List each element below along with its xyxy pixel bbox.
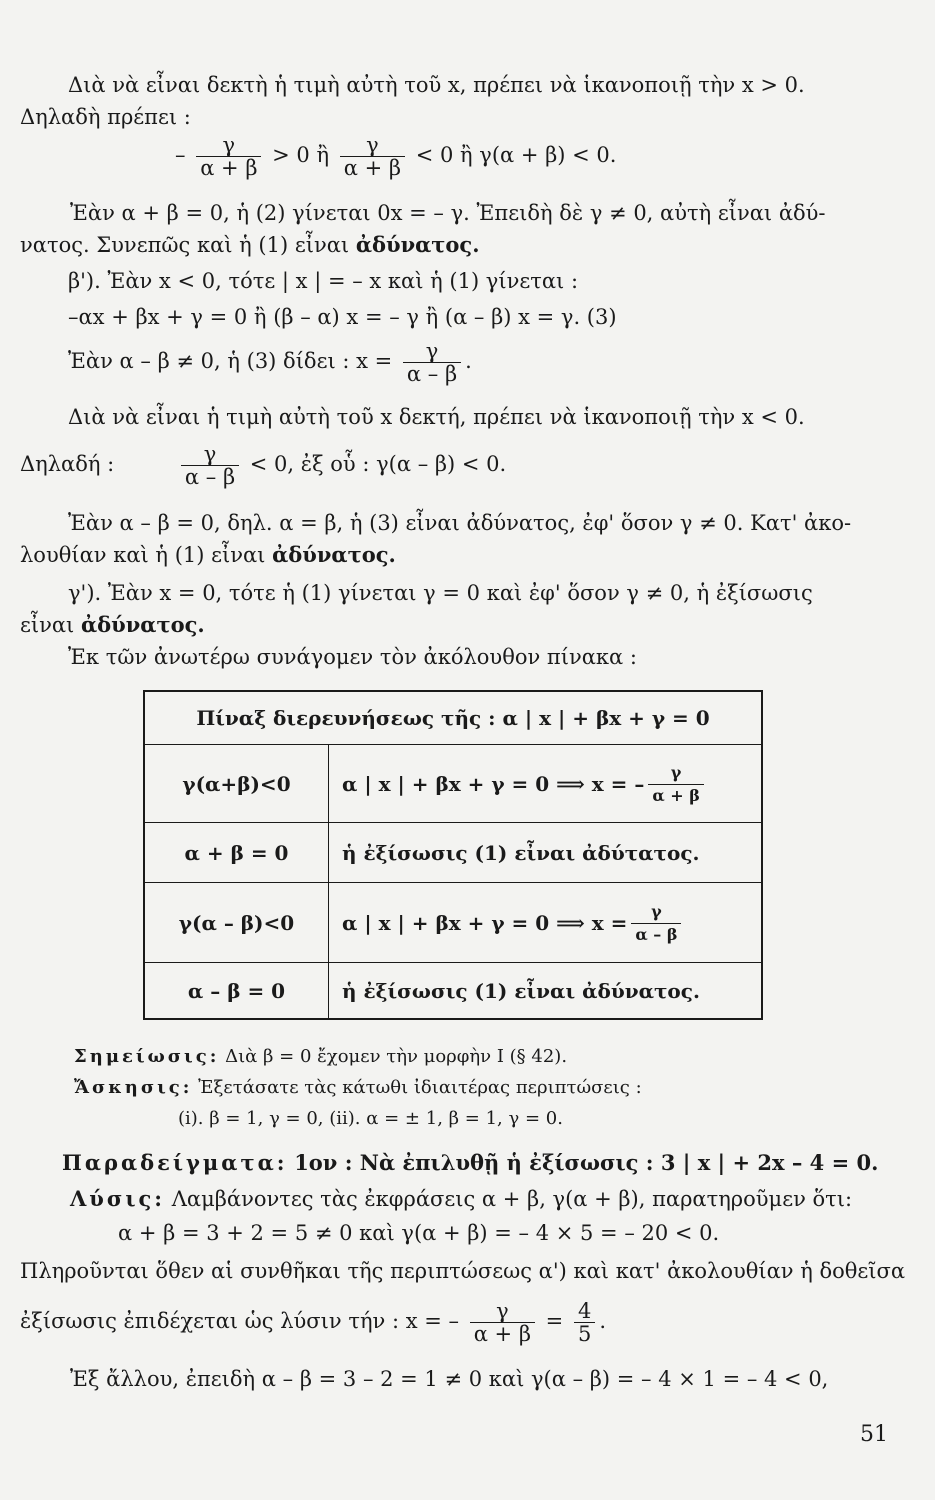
denominator: α + β — [473, 1322, 531, 1346]
text-line: β'). Ἐὰν x < 0, τότε | x | = – x καὶ ἡ (1) γίνεται : — [68, 269, 579, 293]
note-line — [74, 1044, 567, 1070]
example-label: Παραδείγματα: — [62, 1150, 288, 1175]
formula-line: α + β = 3 + 2 = 5 ≠ 0 καὶ γ(α + β) = – 4 × 5 = – 20 < 0. — [118, 1221, 720, 1245]
text-line: Δηλαδὴ πρέπει : — [20, 105, 191, 129]
text-line: Ἐὰν α + β = 0, ἡ (2) γίνεται 0x = – γ. Ἐπειδὴ δὲ γ ≠ 0, αὐτὴ εἶναι ἀδύ- — [70, 201, 826, 225]
fraction — [181, 443, 239, 488]
fraction — [631, 901, 681, 946]
solution-text: Λαμβάνοντες τὰς ἐκφράσεις α + β, γ(α + β), παρατηροῦμεν ὅτι: — [171, 1187, 853, 1211]
text-span: Δηλαδή : — [20, 452, 115, 476]
text-line — [20, 232, 480, 258]
cell-text: α + β = 0 — [184, 841, 289, 865]
text-line: γ'). Ἐὰν x = 0, τότε ἡ (1) γίνεται γ = 0 καὶ ἐφ' ὅσον γ ≠ 0, ἡ ἐξίσωσις — [68, 581, 813, 605]
exercise-text: Ἐξετάσατε τὰς κάτωθι ἰδιαιτέρας περιπτώσεις : — [198, 1077, 642, 1098]
numerator: γ — [470, 1300, 535, 1323]
text-span: < 0, ἐξ οὗ : γ(α – β) < 0. — [249, 452, 507, 476]
formula-line — [68, 340, 472, 385]
table-cell — [330, 883, 761, 963]
solution-label: Λύσις: — [70, 1186, 166, 1211]
text-line: Διὰ νὰ εἶναι δεκτὴ ἡ τιμὴ αὐτὴ τοῦ x, πρέπει νὰ ἱκανοποιῇ τὴν x > 0. — [68, 73, 805, 97]
minus-sign: – — [175, 143, 186, 167]
cell-text: γ(α – β)<0 — [178, 911, 295, 935]
cell-text: α – β = 0 — [187, 979, 286, 1003]
table-row — [145, 882, 761, 963]
page-number: 51 — [860, 1422, 888, 1447]
exercise-cases: (i). β = 1, γ = 0, (ii). α = ± 1, β = 1, γ = 0. — [178, 1108, 563, 1129]
fraction — [648, 762, 703, 807]
formula-line — [20, 443, 506, 488]
formula-line — [175, 134, 616, 179]
numerator: γ — [648, 762, 703, 785]
numerator: 4 — [574, 1300, 595, 1323]
numerator: γ — [631, 901, 681, 924]
text-span: νατος. Συνεπῶς καὶ ἡ (1) εἶναι — [20, 233, 350, 257]
fraction — [574, 1300, 595, 1345]
table-cell — [145, 823, 329, 883]
text-span: Ἐὰν α – β ≠ 0, ἡ (3) δίδει : x = — [68, 349, 393, 373]
cell-text: α | x | + βx + γ = 0 ⟹ x = – — [342, 772, 645, 796]
table-row — [145, 822, 761, 883]
denominator: α – β — [406, 362, 458, 386]
table-cell — [330, 963, 761, 1019]
formula-line: Ἐξ ἄλλου, ἐπειδὴ α – β = 3 – 2 = 1 ≠ 0 καὶ γ(α – β) = – 4 × 1 = – 4 < 0, — [70, 1367, 829, 1391]
discussion-table — [143, 690, 763, 1020]
formula-text: < 0 ἢ γ(α + β) < 0. — [415, 143, 617, 167]
table-cell — [145, 883, 329, 963]
note-text: Διὰ β = 0 ἔχομεν τὴν μορφὴν I (§ 42). — [225, 1046, 568, 1067]
text-line: Ἐὰν α – β = 0, δηλ. α = β, ἡ (3) εἶναι ἀδύνατος, ἐφ' ὅσον γ ≠ 0. Κατ' ἀκο- — [68, 511, 852, 535]
solution-line — [70, 1186, 852, 1212]
cell-text: γ(α+β)<0 — [182, 772, 291, 796]
table-cell — [330, 823, 761, 883]
cell-text: α | x | + βx + γ = 0 ⟹ x = — [342, 911, 628, 935]
denominator: 5 — [577, 1322, 592, 1346]
fraction — [403, 340, 461, 385]
text-span: ἐξίσωσις ἐπιδέχεται ὡς λύσιν τήν : x = – — [20, 1309, 460, 1333]
fraction — [340, 134, 405, 179]
text-line — [20, 612, 205, 638]
cell-text: ἡ ἐξίσωσις (1) εἶναι ἀδύτατος. — [342, 841, 700, 865]
table-cell — [145, 963, 329, 1019]
table-cell — [145, 745, 329, 823]
exercise-label: Ἄσκησις: — [74, 1077, 193, 1098]
text-line: Πληροῦνται ὅθεν αἱ συνθῆκαι τῆς περιπτώσεως α') καὶ κατ' ἀκολουθίαν ἡ δοθεῖσα — [20, 1259, 906, 1283]
table-cell — [330, 745, 761, 823]
text-span: . — [465, 349, 472, 373]
bold-word: ἀδύνατος. — [355, 232, 480, 257]
numerator: γ — [403, 340, 461, 363]
numerator: γ — [196, 134, 261, 157]
denominator: α + β — [652, 785, 700, 805]
numerator: γ — [181, 443, 239, 466]
bold-word: ἀδύνατος. — [80, 612, 205, 637]
cell-text: ἡ ἐξίσωσις (1) εἶναι ἀδύνατος. — [342, 979, 700, 1003]
fraction — [470, 1300, 535, 1345]
text-line — [20, 542, 396, 568]
bold-word: ἀδύνατος. — [272, 542, 396, 567]
text-span: εἶναι — [20, 613, 75, 637]
note-label: Σημείωσις: — [74, 1046, 220, 1067]
text-span: = — [545, 1309, 564, 1333]
example-heading — [62, 1150, 878, 1176]
example-title: 1ον : Νὰ ἐπιλυθῇ ἡ ἐξίσωσις : 3 | x | + 2x – 4 = 0. — [294, 1150, 879, 1175]
text-span: . — [599, 1309, 607, 1333]
denominator: α + β — [200, 156, 258, 180]
denominator: α + β — [343, 156, 402, 180]
denominator: α – β — [635, 924, 678, 944]
denominator: α – β — [184, 465, 236, 489]
exercise-line — [74, 1075, 642, 1101]
table-row — [145, 744, 761, 823]
text-line: Ἐκ τῶν ἀνωτέρω συνάγομεν τὸν ἀκόλουθον πίνακα : — [68, 645, 637, 669]
table-title — [145, 692, 761, 744]
formula-text: > 0 ἢ — [272, 143, 330, 167]
table-title-text: Πίναξ διερευνήσεως τῆς : α | x | + βx + γ = 0 — [196, 706, 710, 730]
formula-line: –αx + βx + γ = 0 ἢ (β – α) x = – γ ἢ (α – β) x = γ. (3) — [68, 305, 617, 329]
text-line: Διὰ νὰ εἶναι ἡ τιμὴ αὐτὴ τοῦ x δεκτή, πρέπει νὰ ἱκανοποιῇ τὴν x < 0. — [68, 405, 805, 429]
table-row — [145, 962, 761, 1019]
text-span: λουθίαν καὶ ἡ (1) εἶναι — [20, 543, 266, 567]
numerator: γ — [340, 134, 405, 157]
formula-line — [20, 1300, 606, 1345]
fraction — [196, 134, 261, 179]
